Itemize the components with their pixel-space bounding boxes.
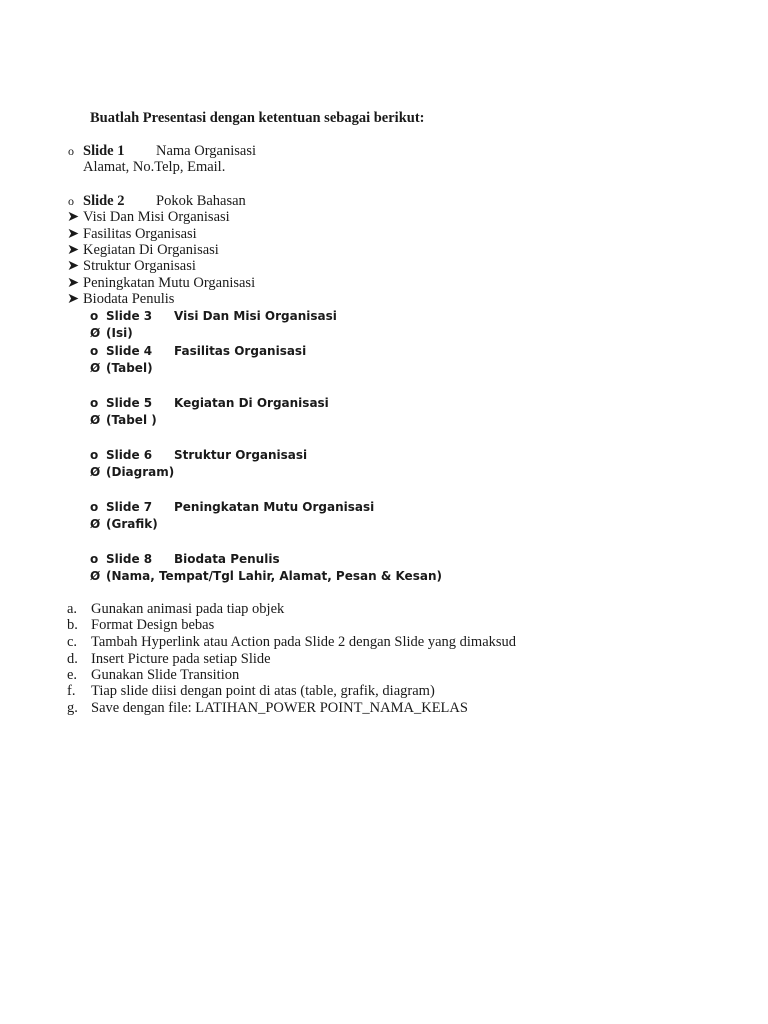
slide-8-row (90, 551, 280, 567)
slide-3-title: Visi Dan Misi Organisasi (174, 309, 337, 323)
arrow-bullet-icon: ➤ (67, 275, 80, 291)
slide-7-title: Peningkatan Mutu Organisasi (174, 500, 375, 514)
instruction-text: Gunakan animasi pada tiap objek (91, 601, 285, 617)
slide-7-note-row (90, 516, 158, 532)
topic-list-item (67, 226, 197, 242)
topic-label: Fasilitas Organisasi (83, 226, 197, 242)
circle-bullet-icon: o (90, 500, 99, 514)
topic-list-item (67, 209, 230, 225)
arrow-bullet-icon: ➤ (67, 242, 80, 258)
topic-label: Kegiatan Di Organisasi (83, 242, 219, 258)
instruction-item (67, 667, 239, 683)
slide-4-note-row (90, 360, 153, 376)
topic-label: Visi Dan Misi Organisasi (83, 209, 230, 225)
slide-1-row (68, 143, 256, 159)
slide-2-row (68, 193, 246, 209)
slide-8-title: Biodata Penulis (174, 552, 280, 566)
circle-bullet-icon: o (68, 144, 74, 158)
instruction-text: Tiap slide diisi dengan point di atas (table, grafik, diagram) (91, 683, 435, 699)
circle-bullet-icon: o (90, 552, 99, 566)
arrow-bullet-icon: ➤ (67, 209, 80, 225)
slide-1-label: Slide 1 (83, 143, 125, 159)
circle-bullet-icon: o (90, 309, 99, 323)
instruction-letter: a. (67, 601, 78, 617)
slide-6-note: (Diagram) (106, 465, 175, 479)
slide-6-note-row (90, 464, 174, 480)
topic-list-item (67, 258, 196, 274)
slide-6-row (90, 447, 307, 463)
slide-7-note: (Grafik) (106, 517, 158, 531)
slide-4-label: Slide 4 (106, 344, 153, 358)
document-heading: Buatlah Presentasi dengan ketentuan sebagai berikut: (90, 110, 425, 126)
slide-3-label: Slide 3 (106, 309, 153, 323)
arrow-bullet-icon: ➤ (67, 291, 80, 307)
instruction-item (67, 700, 468, 716)
circle-bullet-icon: o (90, 448, 99, 462)
instruction-letter: b. (67, 617, 78, 633)
instruction-text: Save dengan file: LATIHAN_POWER POINT_NAMA_KELAS (91, 700, 468, 716)
slide-7-label: Slide 7 (106, 500, 153, 514)
instruction-item (67, 634, 516, 650)
topic-label: Struktur Organisasi (83, 258, 196, 274)
instruction-letter: c. (67, 634, 78, 650)
instruction-item (67, 601, 284, 617)
slide-5-title: Kegiatan Di Organisasi (174, 396, 329, 410)
circle-bullet-icon: o (68, 194, 74, 208)
slide-5-row (90, 395, 329, 411)
slide-1-detail: Alamat, No.Telp, Email. (83, 159, 226, 175)
slide-6-title: Struktur Organisasi (174, 448, 308, 462)
topic-list-item (67, 291, 174, 307)
slide-3-row (90, 308, 337, 324)
topic-list-item (67, 275, 255, 291)
slide-4-row (90, 343, 306, 359)
circle-bullet-icon: o (90, 344, 99, 358)
empty-set-bullet-icon: Ø (90, 517, 101, 531)
slide-3-note: (Isi) (106, 326, 133, 340)
empty-set-bullet-icon: Ø (90, 413, 101, 427)
instruction-letter: g. (67, 700, 78, 716)
instruction-text: Format Design bebas (91, 617, 215, 633)
instruction-text: Insert Picture pada setiap Slide (91, 651, 271, 667)
slide-5-label: Slide 5 (106, 396, 153, 410)
instruction-item (67, 651, 271, 667)
instruction-item (67, 617, 214, 633)
slide-8-note-row (90, 568, 442, 584)
arrow-bullet-icon: ➤ (67, 258, 80, 274)
empty-set-bullet-icon: Ø (90, 465, 101, 479)
slide-8-label: Slide 8 (106, 552, 153, 566)
slide-5-note-row (90, 412, 157, 428)
slide-4-title: Fasilitas Organisasi (174, 344, 307, 358)
instruction-text: Gunakan Slide Transition (91, 667, 240, 683)
slide-2-label: Slide 2 (83, 193, 125, 209)
instruction-letter: e. (67, 667, 78, 683)
instruction-item (67, 683, 435, 699)
instruction-text: Tambah Hyperlink atau Action pada Slide 2 dengan Slide yang dimaksud (91, 634, 517, 650)
topic-label: Peningkatan Mutu Organisasi (83, 275, 256, 291)
empty-set-bullet-icon: Ø (90, 361, 101, 375)
slide-5-note: (Tabel ) (106, 413, 157, 427)
slide-1-title: Nama Organisasi (156, 143, 256, 159)
topic-list-item (67, 242, 219, 258)
slide-6-label: Slide 6 (106, 448, 153, 462)
topic-label: Biodata Penulis (83, 291, 175, 307)
slide-4-note: (Tabel) (106, 361, 153, 375)
slide-2-title: Pokok Bahasan (156, 193, 246, 209)
arrow-bullet-icon: ➤ (67, 226, 80, 242)
empty-set-bullet-icon: Ø (90, 326, 101, 340)
circle-bullet-icon: o (90, 396, 99, 410)
slide-8-note: (Nama, Tempat/Tgl Lahir, Alamat, Pesan & Kesan) (106, 569, 442, 583)
empty-set-bullet-icon: Ø (90, 569, 101, 583)
instruction-letter: d. (67, 651, 78, 667)
slide-7-row (90, 499, 374, 515)
instruction-letter: f. (67, 683, 76, 699)
slide-3-note-row (90, 325, 133, 341)
